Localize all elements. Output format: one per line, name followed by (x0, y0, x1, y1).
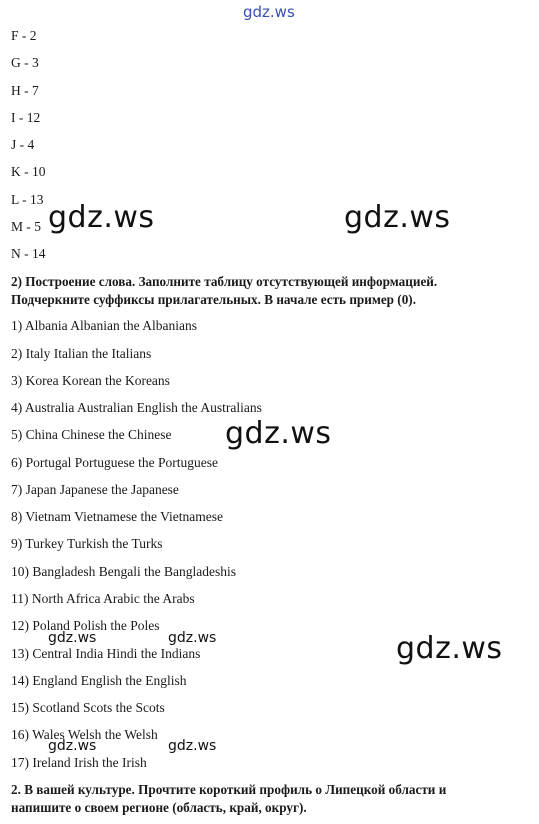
letter-item: G - 3 (11, 55, 39, 70)
answer-item: 14) England English the English (11, 673, 187, 688)
letter-item: F - 2 (11, 28, 37, 43)
watermark-small: gdz.ws (168, 738, 217, 754)
letter-item: H - 7 (11, 83, 39, 98)
task2-heading-line2: Подчеркните суффиксы прилагательных. В начале есть пример (0). (11, 292, 416, 307)
answer-item: 17) Ireland Irish the Irish (11, 755, 147, 770)
letter-item: I - 12 (11, 110, 41, 125)
answer-item: 10) Bangladesh Bengali the Bangladeshis (11, 564, 236, 579)
answer-item: 4) Australia Australian English the Australians (11, 400, 262, 415)
watermark-top: gdz.ws (243, 3, 295, 21)
watermark-small: gdz.ws (48, 630, 97, 646)
answer-item: 15) Scotland Scots the Scots (11, 700, 165, 715)
answer-item: 7) Japan Japanese the Japanese (11, 482, 179, 497)
watermark-large: gdz.ws (396, 631, 503, 666)
answer-item: 6) Portugal Portuguese the Portuguese (11, 455, 218, 470)
task2-heading-line1: 2) Построение слова. Заполните таблицу отсутствующей информацией. (11, 274, 438, 289)
answer-item: 11) North Africa Arabic the Arabs (11, 591, 195, 606)
letter-item: J - 4 (11, 137, 35, 152)
watermark-small: gdz.ws (48, 738, 97, 754)
answer-item: 13) Central India Hindi the Indians (11, 646, 201, 661)
answer-item: 1) Albania Albanian the Albanians (11, 318, 197, 333)
answer-item: 9) Turkey Turkish the Turks (11, 536, 163, 551)
watermark-large: gdz.ws (225, 416, 332, 451)
watermark-large: gdz.ws (344, 200, 451, 235)
watermark-large: gdz.ws (48, 200, 155, 235)
letter-item: N - 14 (11, 246, 46, 261)
letter-item: M - 5 (11, 219, 41, 234)
letter-item: K - 10 (11, 164, 46, 179)
answer-item: 16) Wales Welsh the Welsh (11, 727, 158, 742)
watermark-small: gdz.ws (168, 630, 217, 646)
answer-item: 2) Italy Italian the Italians (11, 346, 152, 361)
answer-item: 3) Korea Korean the Koreans (11, 373, 170, 388)
task3-heading-line2: напишите о своем регионе (область, край, округ). (11, 800, 307, 815)
answer-item: 5) China Chinese the Chinese (11, 427, 172, 442)
letter-item: L - 13 (11, 192, 44, 207)
answer-item: 8) Vietnam Vietnamese the Vietnamese (11, 509, 224, 524)
task3-heading-line1: 2. В вашей культуре. Прочтите короткий профиль о Липецкой области и (11, 782, 447, 797)
answer-item: 12) Poland Polish the Poles (11, 618, 160, 633)
